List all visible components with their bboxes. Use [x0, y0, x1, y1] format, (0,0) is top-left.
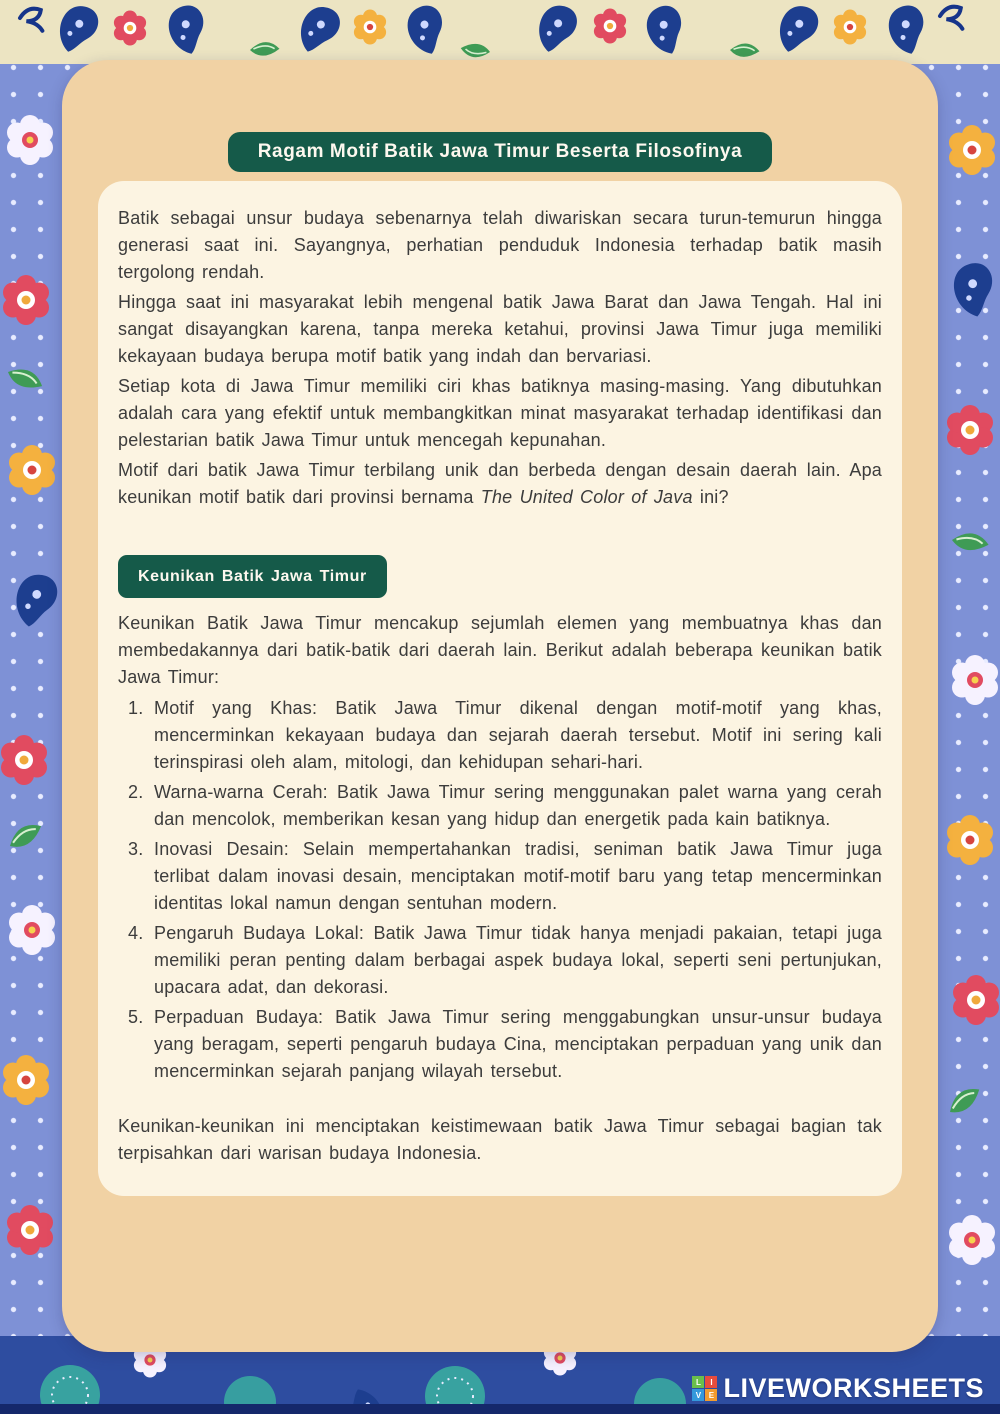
intro-paragraph-1: Batik sebagai unsur budaya sebenarnya telah diwariskan secara turun-temurun hingga generasi saat ini. Sayangnya, perhatian penduduk Indonesia terhadap batik masih tergolong rendah. [118, 208, 882, 282]
list-item [128, 920, 882, 1001]
intro-paragraph-2: Hingga saat ini masyarakat lebih mengenal batik Jawa Barat dan Jawa Tengah. Hal ini sangat disayangkan karena, tanpa mereka ketahui, provinsi Jawa Timur juga memiliki kekayaan budaya berupa motif batik yang indah dan bervariasi. [118, 292, 882, 366]
batik-right-edge [944, 125, 999, 1265]
list-item [128, 695, 882, 776]
logo-square-l: L [692, 1376, 704, 1388]
logo-square-e: E [705, 1389, 717, 1401]
italic-phrase: The United Color of Java [480, 487, 693, 507]
list-text: Perpaduan Budaya: Batik Jawa Timur sering menggabungkan unsur-unsur budaya yang beragam, seperti pengaruh budaya Cina, menciptakan perpaduan yang unik dan mencerminkan sejarah panjang wilayah tersebut. [154, 1007, 882, 1081]
title-badge [228, 132, 773, 172]
section-title: Keunikan Batik Jawa Timur [138, 568, 367, 585]
logo-square-i: I [705, 1376, 717, 1388]
list-item [128, 836, 882, 917]
list-number: 3. [128, 839, 144, 859]
uniqueness-list [118, 695, 882, 1085]
list-item [128, 1004, 882, 1085]
liveworksheets-icon [692, 1376, 717, 1401]
paragraph-text: Motif dari batik Jawa Timur terbilang unik dan berbeda dengan desain daerah lain. Apa keunikan motif batik dari provinsi bernama [118, 460, 882, 507]
page-title: Ragam Motif Batik Jawa Timur Beserta Filosofinya [257, 141, 743, 162]
section-badge [118, 555, 387, 598]
liveworksheets-logo[interactable] [692, 1373, 984, 1404]
intro-paragraph-4 [118, 457, 882, 511]
list-item [128, 779, 882, 833]
content-panel [98, 181, 902, 1196]
list-text: Motif yang Khas: Batik Jawa Timur dikenal dengan motif-motif yang khas, mencerminkan kekayaan budaya dan sejarah daerah tersebut. Motif ini sering kali terinspirasi oleh alam, mitologi, dan kehidupan sehari-hari. [154, 698, 882, 772]
list-number: 1. [128, 698, 144, 718]
paragraph-text: ini? [692, 487, 729, 507]
batik-left-edge [1, 115, 60, 1255]
closing-paragraph: Keunikan-keunikan ini menciptakan keistimewaan batik Jawa Timur sebagai bagian tak terpisahkan dari warisan budaya Indonesia. [118, 1116, 882, 1163]
liveworksheets-brand-text: LIVEWORKSHEETS [723, 1373, 984, 1403]
list-text: Warna-warna Cerah: Batik Jawa Timur sering menggunakan palet warna yang cerah dan mencolok, memberikan kesan yang hidup dan energetik pada kain batiknya. [154, 782, 882, 829]
list-text: Inovasi Desain: Selain mempertahankan tradisi, seniman batik Jawa Timur juga terlibat dalam inovasi desain, menciptakan motif-motif baru yang tetap mencerminkan identitas lokal namun dengan sentuhan modern. [154, 839, 882, 913]
worksheet-card [62, 60, 938, 1352]
list-number: 4. [128, 923, 144, 943]
logo-square-v: V [692, 1389, 704, 1401]
list-number: 5. [128, 1007, 144, 1027]
list-number: 2. [128, 782, 144, 802]
section-intro: Keunikan Batik Jawa Timur mencakup sejumlah elemen yang membuatnya khas dan membedakannya dari batik-batik dari daerah lain. Berikut adalah beberapa keunikan batik Jawa Timur: [118, 613, 882, 687]
list-text: Pengaruh Budaya Lokal: Batik Jawa Timur tidak hanya menjadi pakaian, tetapi juga memiliki peran penting dalam berbagai aspek budaya lokal, seperti seni pertunjukan, upacara adat, dan dekorasi. [154, 923, 882, 997]
batik-top-band [0, 0, 1000, 64]
intro-paragraph-3: Setiap kota di Jawa Timur memiliki ciri khas batiknya masing-masing. Yang dibutuhkan adalah cara yang efektif untuk membangkitkan minat masyarakat terhadap identifikasi dan pelestarian batik Jawa Timur untuk mencegah kepunahan. [118, 376, 882, 450]
